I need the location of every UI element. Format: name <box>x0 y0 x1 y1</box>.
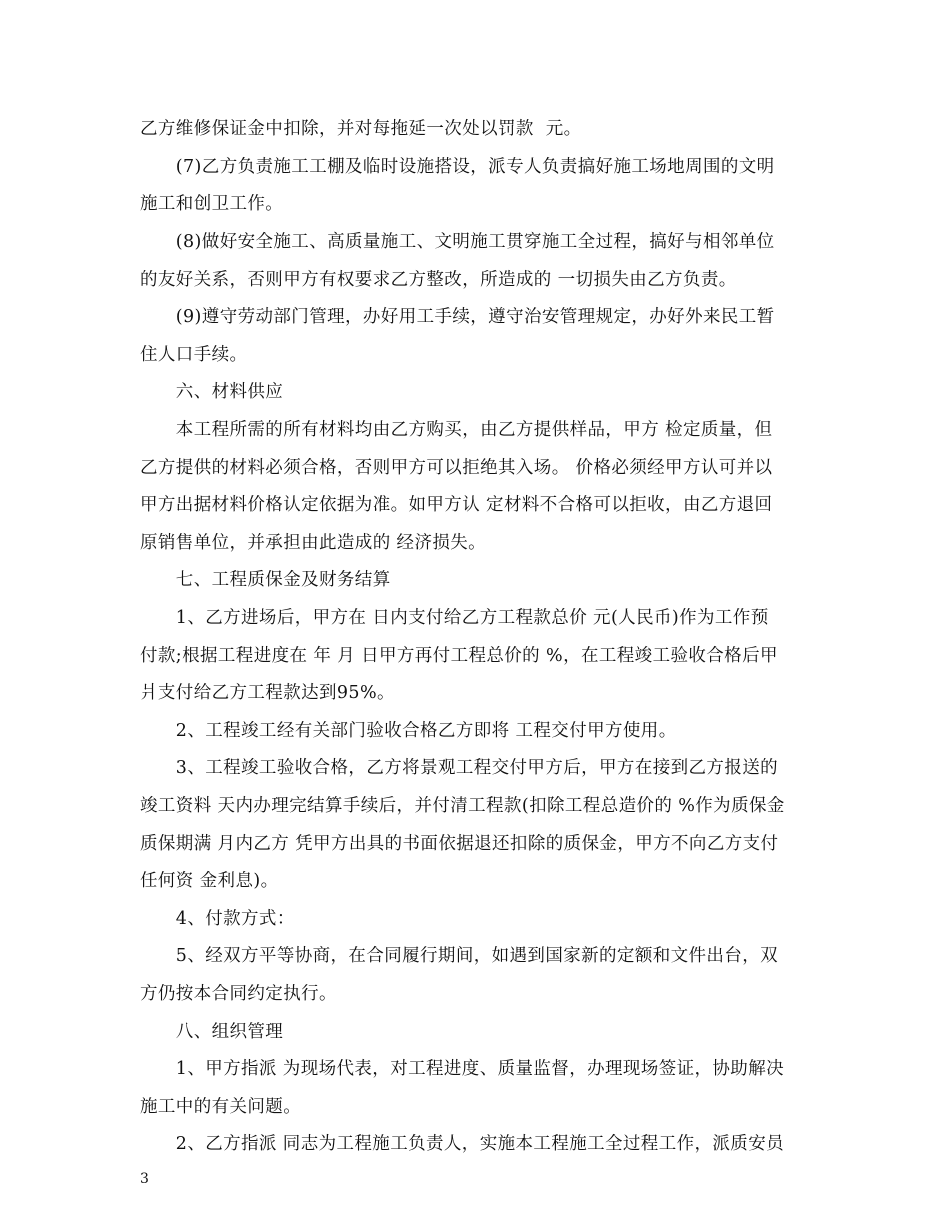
text-line: (7)乙方负责施工工棚及临时设施搭设，派专人负责搞好施工场地周围的文明 <box>140 157 775 177</box>
text-line: 乙方提供的材料必须合格，否则甲方可以拒绝其入场。 价格必须经甲方认可并以 <box>140 458 773 478</box>
text-line: 乙方维修保证金中扣除，并对每拖延一次处以罚款 元。 <box>140 119 582 139</box>
text-line: 爿支付给乙方工程款达到95%。 <box>140 683 395 703</box>
text-line: 施工和创卫工作。 <box>140 194 284 214</box>
text-line: 1、甲方指派 为现场代表，对工程进度、质量监督，办理现场签证，协助解决 <box>140 1059 784 1079</box>
text-line: 施工中的有关问题。 <box>140 1097 302 1117</box>
text-line: 任何资 金利息)。 <box>140 871 279 891</box>
text-line: 2、工程竣工经有关部门验收合格乙方即将 工程交付甲方使用。 <box>140 721 677 741</box>
text-line: 本工程所需的所有材料均由乙方购买，由乙方提供样品，甲方 检定质量，但 <box>140 420 773 440</box>
section-heading: 六、材料供应 <box>140 382 284 402</box>
text-line: 竣工资料 天内办理完结算手续后，并付清工程款(扣除工程总造价的 %作为质保金 <box>140 796 785 816</box>
text-line: 5、经双方平等协商，在合同履行期间，如遇到国家新的定额和文件出台，双 <box>140 946 779 966</box>
text-line: (8)做好安全施工、高质量施工、文明施工贯穿施工全过程，搞好与相邻单位 <box>140 232 775 252</box>
text-line: 2、乙方指派 同志为工程施工负责人，实施本工程施工全过程工作，派质安员 <box>140 1134 784 1154</box>
text-line: 3、工程竣工验收合格，乙方将景观工程交付甲方后，甲方在接到乙方报送的 <box>140 758 779 778</box>
section-heading: 八、组织管理 <box>140 1022 284 1042</box>
text-line: 的友好关系，否则甲方有权要求乙方整改，所造成的 一切损失由乙方负责。 <box>140 270 737 290</box>
text-line: 原销售单位，并承担由此造成的 经济损失。 <box>140 533 487 553</box>
text-line: 质保期满 月内乙方 凭甲方出具的书面依据退还扣除的质保金，甲方不向乙方支付 <box>140 834 779 854</box>
section-heading: 七、工程质保金及财务结算 <box>140 570 391 590</box>
text-line: 方仍按本合同约定执行。 <box>140 984 337 1004</box>
text-line: 4、付款方式： <box>140 909 295 929</box>
text-line: 1、乙方进场后，甲方在 日内支付给乙方工程款总价 元(人民币)作为工作预 <box>140 608 769 628</box>
text-line: (9)遵守劳动部门管理，办好用工手续，遵守治安管理规定，办好外来民工暂 <box>140 307 775 327</box>
page-number: 3 <box>140 1171 149 1187</box>
text-line: 付款;根据工程进度在 年 月 日甲方再付工程总价的 %，在工程竣工验收合格后甲 <box>140 646 778 666</box>
text-line: 住人口手续。 <box>140 345 248 365</box>
text-line: 甲方出据材料价格认定依据为准。如甲方认 定材料不合格可以拒收，由乙方退回 <box>140 495 773 515</box>
